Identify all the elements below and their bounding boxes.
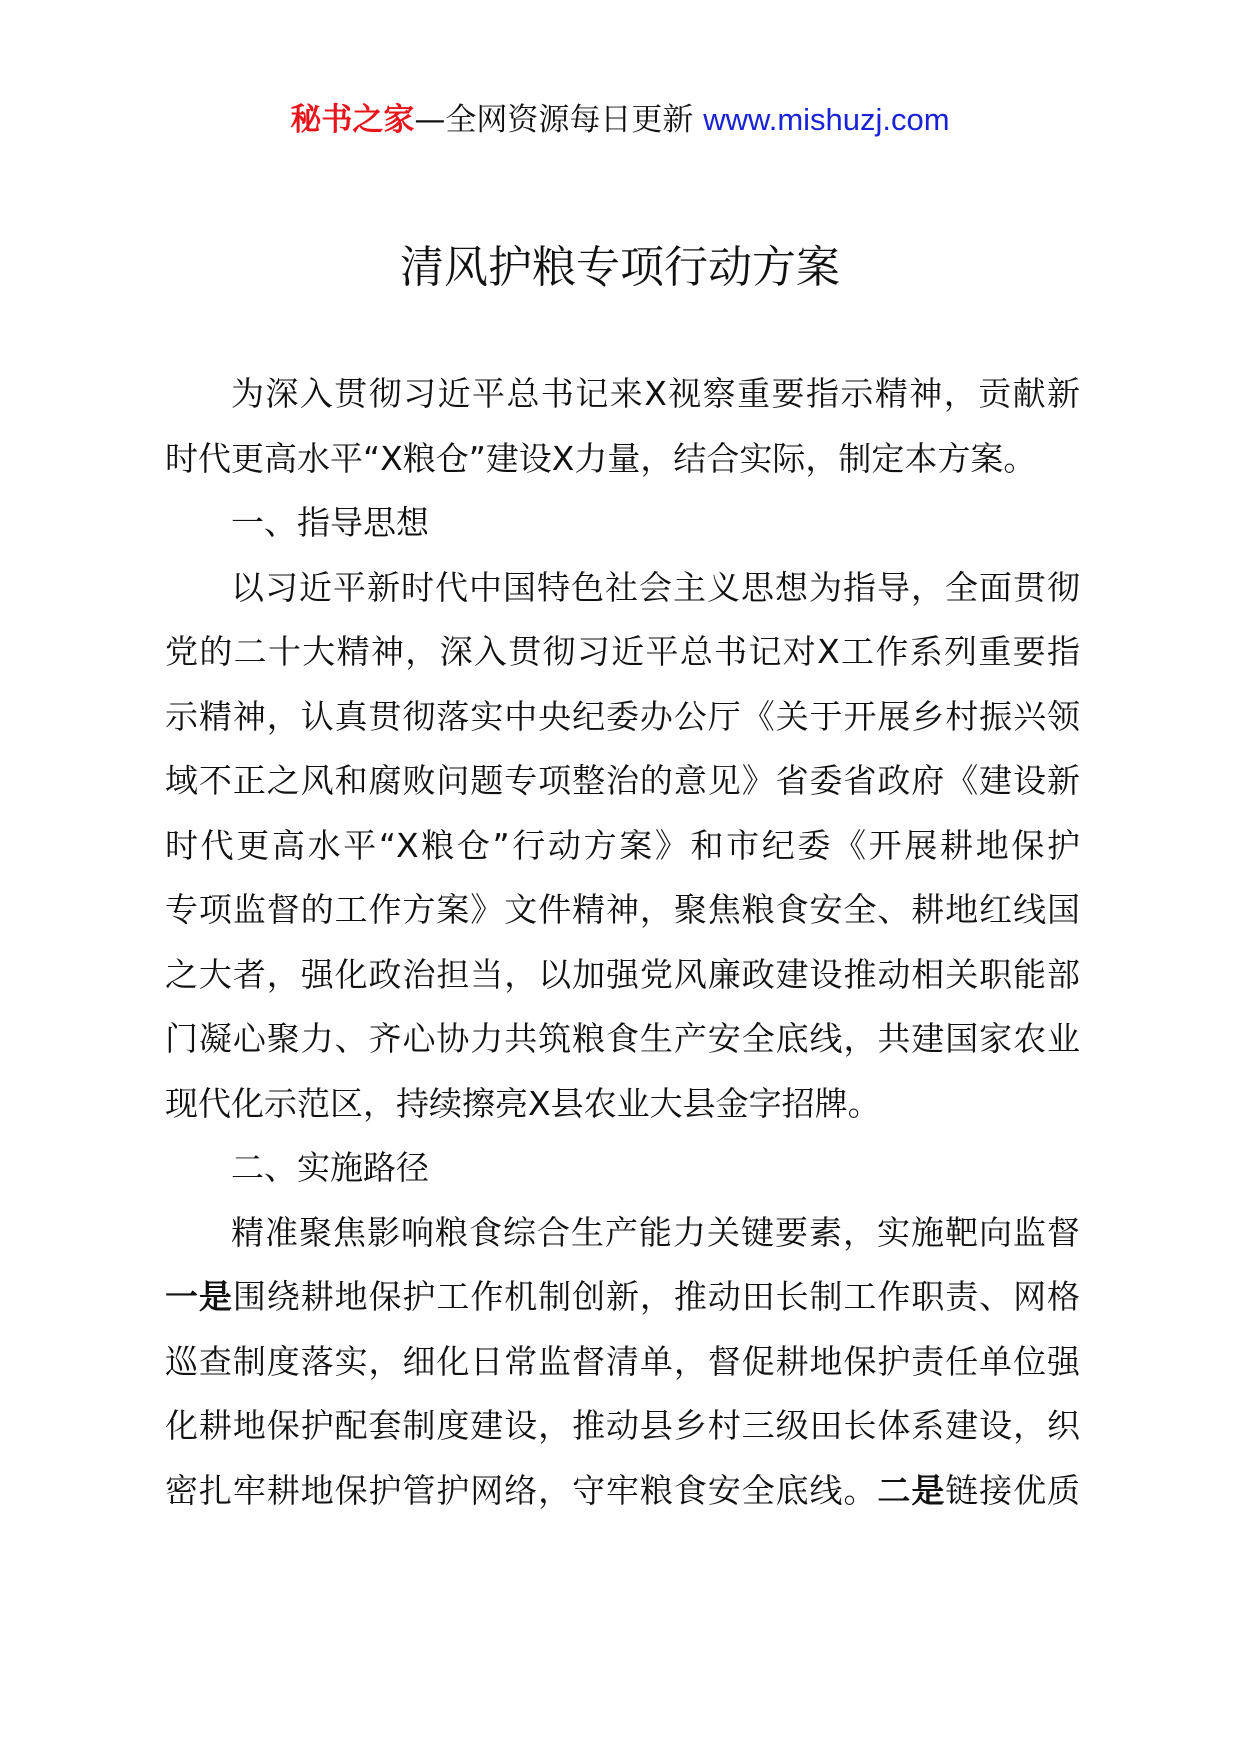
paragraph-line (165, 1265, 1080, 1330)
paragraph-text: 链接优质 (945, 1470, 1081, 1510)
site-header (0, 100, 1240, 140)
paragraph-line: 现代化示范区，持续擦亮X县农业大县金字招牌。 (165, 1083, 881, 1123)
paragraph-line (165, 1459, 1080, 1524)
paragraph-line: 域不正之风和腐败问题专项整治的意见》省委省政府《建设新 (165, 761, 1080, 800)
paragraph-line: 时代更高水平“X粮仓”建设X力量，结合实际，制定本方案。 (165, 438, 1037, 478)
paragraph-line: 巡查制度落实，细化日常监督清单，督促耕地保护责任单位强 (165, 1341, 1080, 1381)
paragraph-line: 门凝心聚力、齐心协力共筑粮食生产安全底线，共建国家农业 (165, 1019, 1080, 1058)
paragraph-line: 化耕地保护配套制度建设，推动县乡村三级田长体系建设，织 (165, 1406, 1080, 1445)
paragraph-line: 之大者，强化政治担当，以加强党风廉政建设推动相关职能部 (165, 954, 1080, 994)
paragraph-text: 密扎牢耕地保护管护网络，守牢粮食安全底线。 (165, 1470, 878, 1510)
paragraph-line: 时代更高水平“X粮仓”行动方案》和市纪委《开展耕地保护 (165, 825, 1080, 865)
section-heading: 一、指导思想 (231, 503, 429, 542)
document-body (165, 362, 1080, 1523)
section-heading: 二、实施路径 (231, 1148, 429, 1187)
site-tagline: —全网资源每日更新 (414, 102, 704, 138)
document-title: 清风护粮专项行动方案 (400, 242, 840, 293)
paragraph-line: 精准聚焦影响粮食综合生产能力关键要素，实施靶向监督 (231, 1212, 1080, 1252)
site-url-link[interactable]: www.mishuzj.com (703, 102, 950, 137)
paragraph-line: 为深入贯彻习近平总书记来X视察重要指示精神，贡献新 (231, 374, 1080, 413)
paragraph-line: 专项监督的工作方案》文件精神，聚焦粮食安全、耕地红线国 (165, 890, 1080, 929)
site-brand: 秘书之家 (290, 102, 415, 138)
emphasis-label: 二是 (877, 1470, 946, 1510)
paragraph-line: 示精神，认真贯彻落实中央纪委办公厅《关于开展乡村振兴领 (165, 696, 1080, 736)
paragraph-line: 以习近平新时代中国特色社会主义思想为指导，全面贯彻 (231, 567, 1080, 607)
paragraph-text: 围绕耕地保护工作机制创新，推动田长制工作职责、网格 (232, 1277, 1081, 1316)
emphasis-label: 一是 (165, 1277, 233, 1316)
paragraph-line: 党的二十大精神，深入贯彻习近平总书记对X工作系列重要指 (165, 632, 1080, 671)
